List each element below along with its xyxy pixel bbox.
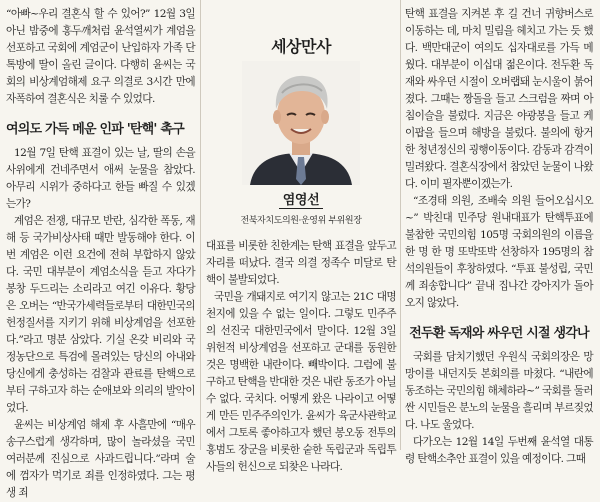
paragraph: 다가오는 12월 14일 두번째 윤석열 대통령 탄핵소추안 표결이 있을 예정이다. 그때 — [405, 436, 593, 465]
author-photo — [242, 61, 360, 185]
column-header — [206, 0, 396, 236]
article-column-1 — [6, 0, 195, 502]
subheading: 전두환 독재와 싸우던 시절 생각나 — [409, 326, 589, 341]
article-column-3 — [405, 0, 593, 468]
author-name: 염영선 — [279, 189, 323, 209]
paragraph: 계엄은 전쟁, 대규모 반란, 심각한 폭동, 재해 등 국가비상사태 때만 발동해야 한다. 이번 계엄은 이런 요건에 전혀 부합하지 않았다. 국민 대부분이 계엄소식을 듣고 자다가 봉창 두드리는 소리라고 여긴 이유다. 황당은 오버는 “반국가세력들로부터 대한민국의 헌정질서를 지키기 위해 비상계엄을 선포한다.”라고 명분 삼았다. 기실 온갖 비리와 국정농단으로 특검에 몰려있는 당신의 아내와 당신에게 충성하는 검찰과 관료를 탄핵으로부터 구하고자 하는 순애보와 의리의 발악이었다. — [6, 215, 195, 414]
paragraph: “조경태 의원, 조배숙 의원 들어오십시오~” 박친대 민주당 원내대표가 탄핵투표에 불참한 국민의힘 105명 국회의원의 이름을 한 명 한 명 또박또박 선창하자 195명의 참석의원들이 후창하였다. “투표 불성립, 국민께 죄송합니다” 끝내 집나간 강아지가 돌아오지 않았다. — [405, 195, 593, 309]
paragraph: “아빠~우리 결혼식 할 수 있어?” 12월 3일 아닌 밤중에 홍두깨처럼 윤석열씨가 계엄을 선포하고 국회에 계엄군이 난입하자 가족 단톡방에 딸이 올린 글이다. 다행히 윤씨는 국회의 비상계엄해제 요구 의결로 3시간 만에 자폭하여 결혼식은 치룰 수 있었다. — [6, 8, 195, 105]
column-name: 세상만사 — [271, 37, 331, 56]
subheading: 여의도 가득 메운 인파 '탄핵' 촉구 — [6, 122, 184, 137]
paragraph: 국회를 담치기했던 우원식 국회의장은 망망이를 내던지듯 본회의를 마쳤다. “내란에 동조하는 국민의힘 해체하라~” 국회를 둘러싼 시민들은 분노의 눈물을 흘리며 부르짖었다. 나도 울었다. — [405, 351, 593, 431]
paragraph: 대표를 비롯한 친한계는 탄핵 표결을 앞두고 자리를 떠났다. 결국 의결 정족수 미달로 탄핵이 불발되었다. — [206, 240, 396, 286]
paragraph: 12월 7일 탄핵 표결이 있는 날, 딸의 손을 사위에게 건네주면서 애써 눈물을 참았다. 아무리 시위가 중하다고 한들 빠질 수 있겠는가? — [6, 147, 195, 210]
paragraph: 탄핵 표결을 지켜본 후 길 건너 귀향버스로 이동하는 데, 마치 밀림을 헤치고 가는 듯 했다. 백만대군이 여의도 십자대로를 가득 메웠다. 대부분이 이십대 젊은이다. 전두환 독재와 싸우던 시절이 오버랩돼 눈시울이 붉어졌다. 그때는 짱돌을 들고 스크럼을 짜며 아침이슬을 불렀다. 지금은 야광봉을 들고 케이팝을 들으며 해방을 불렀다. 불의에 항거한 청년정신의 굉행이동이다. 감동과 감격이 밀려왔다. 결혼식장에서 참았던 눈물이 나왔다. 이미 필자뿐이겠는가. — [405, 8, 593, 190]
article-column-2 — [206, 238, 396, 476]
paragraph: 윤씨는 비상계엄 해제 후 사흘만에 “매우 송구스럽게 생각하며, 많이 놀라셨을 국민 여러분께 진심으로 사과드립니다.”라며 술에 껌자가 먹기로 죄를 인정하였다. 그는 평생 죄 — [6, 419, 195, 499]
paragraph: 국민을 개돼지로 여기지 않고는 21C 대명천지에 있을 수 없는 일이다. 그렇도 민주주의 선진국 대한민국에서 말이다. 12월 3일 위헌적 비상계엄을 선포하고 군대를 동원한 것은 명백한 내란이다. 빼박이다. 그럼에 불구하고 탄핵을 반대한 것은 내란 동조가 아닐 수 없다. 국치다. 어떻게 왔은 나라이고 어떻게 만든 민주주의인가. 윤씨가 육군사관학교에서 그토록 좋아하고자 했던 봉오동 전투의 홍범도 장군을 비롯한 숱한 독립군과 독립투사들의 헌신으로 되찾은 나라다. — [206, 291, 397, 473]
author-role: 전북자치도의원·운영위 부위원장 — [240, 216, 362, 226]
